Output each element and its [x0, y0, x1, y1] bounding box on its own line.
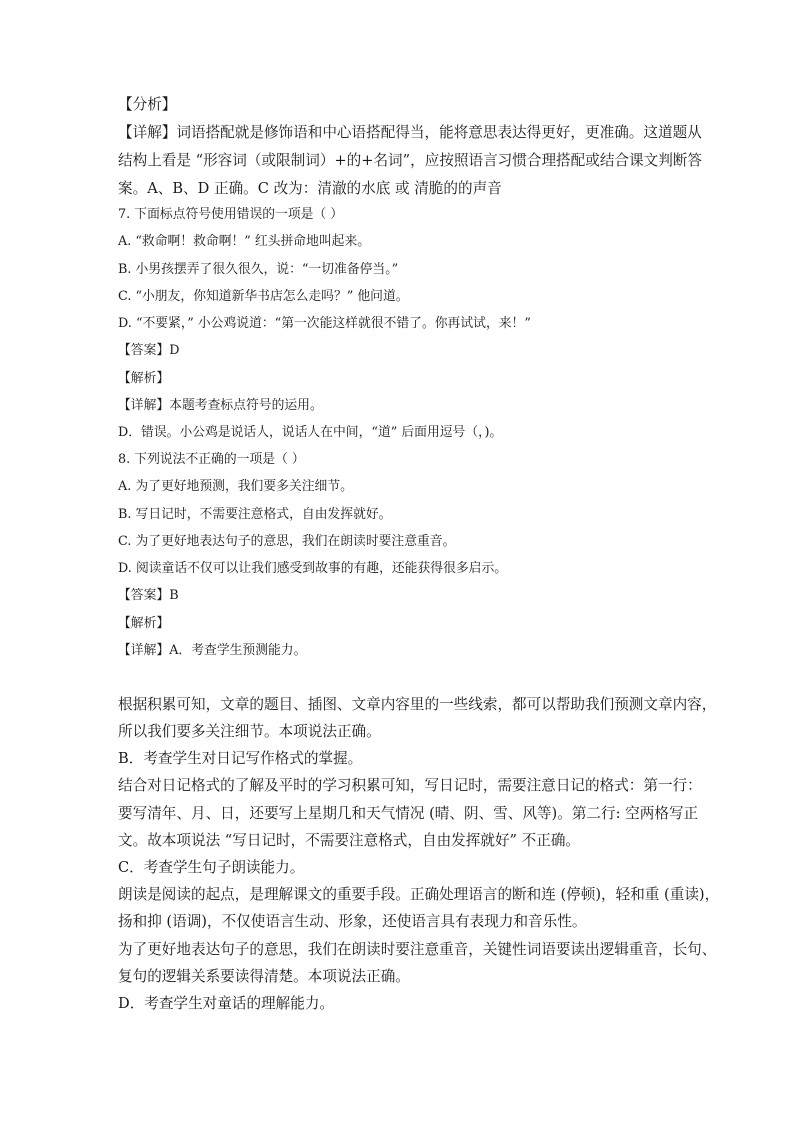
- explanation-text: C．考查学生句子朗读能力。: [118, 859, 305, 876]
- answer-label: 【答案】B: [118, 588, 179, 603]
- question-8: 8. 下列说法不正确的一项是（ ）: [118, 452, 305, 467]
- explanation-text: 所以我们要多关注细节。本项说法正确。: [118, 723, 381, 740]
- answer-label: 【答案】D: [118, 343, 180, 358]
- question-8-option-a: A. 为了更好地预测，我们要多关注细节。: [118, 479, 353, 494]
- explanation-text: 文。故本项说法 “写日记时，不需要注意格式，自由发挥就好” 不正确。: [118, 832, 581, 849]
- question-8-option-b: B. 写日记时，不需要注意格式，自由发挥就好。: [118, 507, 392, 522]
- question-7-option-c: C. “小朋友，你知道新华书店怎么走吗？” 他问道。: [118, 289, 409, 304]
- explanation-text: 复句的逻辑关系要读得清楚。本项说法正确。: [118, 968, 410, 985]
- explanation-text: 【详解】A．考查学生预测能力。: [118, 643, 307, 658]
- question-7-option-a: A. “救命啊！救命啊！” 红头拼命地叫起来。: [118, 234, 371, 249]
- explanation-text: D．错误。小公鸡是说话人，说话人在中间，“道” 后面用逗号（，)。: [118, 425, 503, 440]
- analysis-label: 【解析】: [118, 616, 170, 631]
- question-7-option-d: D. “不要紧，” 小公鸡说道：“第一次能这样就很不错了。你再试试，来！”: [118, 316, 531, 331]
- explanation-text: 案。A、B、D 正确。C 改为：清澈的水底 或 清脆的的声音: [118, 180, 502, 197]
- section-heading-analysis: 【分析】: [118, 96, 177, 113]
- question-8-option-d: D. 阅读童话不仅可以让我们感受到故事的有趣，还能获得很多启示。: [118, 561, 508, 576]
- explanation-text: 结合对日记格式的了解及平时的学习积累可知，写日记时，需要注意日记的格式：第一行：: [118, 777, 702, 794]
- explanation-text: 为了更好地表达句子的意思，我们在朗读时要注意重音，关键性词语要读出逻辑重音，长句、: [118, 941, 717, 958]
- explanation-text: 根据积累可知，文章的题目、插图、文章内容里的一些线索，都可以帮助我们预测文章内容，: [118, 696, 717, 713]
- explanation-text: 扬和抑 (语调)，不仅使语言生动、形象，还使语言具有表现力和音乐性。: [118, 913, 587, 930]
- question-7-option-b: B. 小男孩摆弄了很久很久，说：“一切准备停当。”: [118, 262, 399, 277]
- explanation-text: 【详解】本题考查标点符号的运用。: [118, 398, 323, 413]
- explanation-text: 结构上看是 “形容词（或限制词）+的+名词”，应按照语言习惯合理搭配或结合课文判断答: [118, 152, 702, 169]
- analysis-label: 【解析】: [118, 371, 170, 386]
- explanation-text: B．考查学生对日记写作格式的掌握。: [118, 750, 363, 767]
- question-8-option-c: C. 为了更好地表达句子的意思，我们在朗读时要注意重音。: [118, 534, 456, 549]
- explanation-text: 要写清年、月、日，还要写上星期几和天气情况 (晴、阴、雪、风等)。第二行: 空两格写正: [118, 805, 699, 822]
- explanation-text: 【详解】词语搭配就是修饰语和中心语搭配得当，能将意思表达得更好，更准确。这道题从: [118, 124, 702, 141]
- explanation-text: 朗读是阅读的起点，是理解课文的重要手段。正确处理语言的断和连 (停顿)，轻和重 (重读)，: [118, 886, 720, 903]
- question-7: 7. 下面标点符号使用错误的一项是（ ）: [118, 207, 344, 222]
- explanation-text: D．考查学生对童话的理解能力。: [118, 995, 335, 1012]
